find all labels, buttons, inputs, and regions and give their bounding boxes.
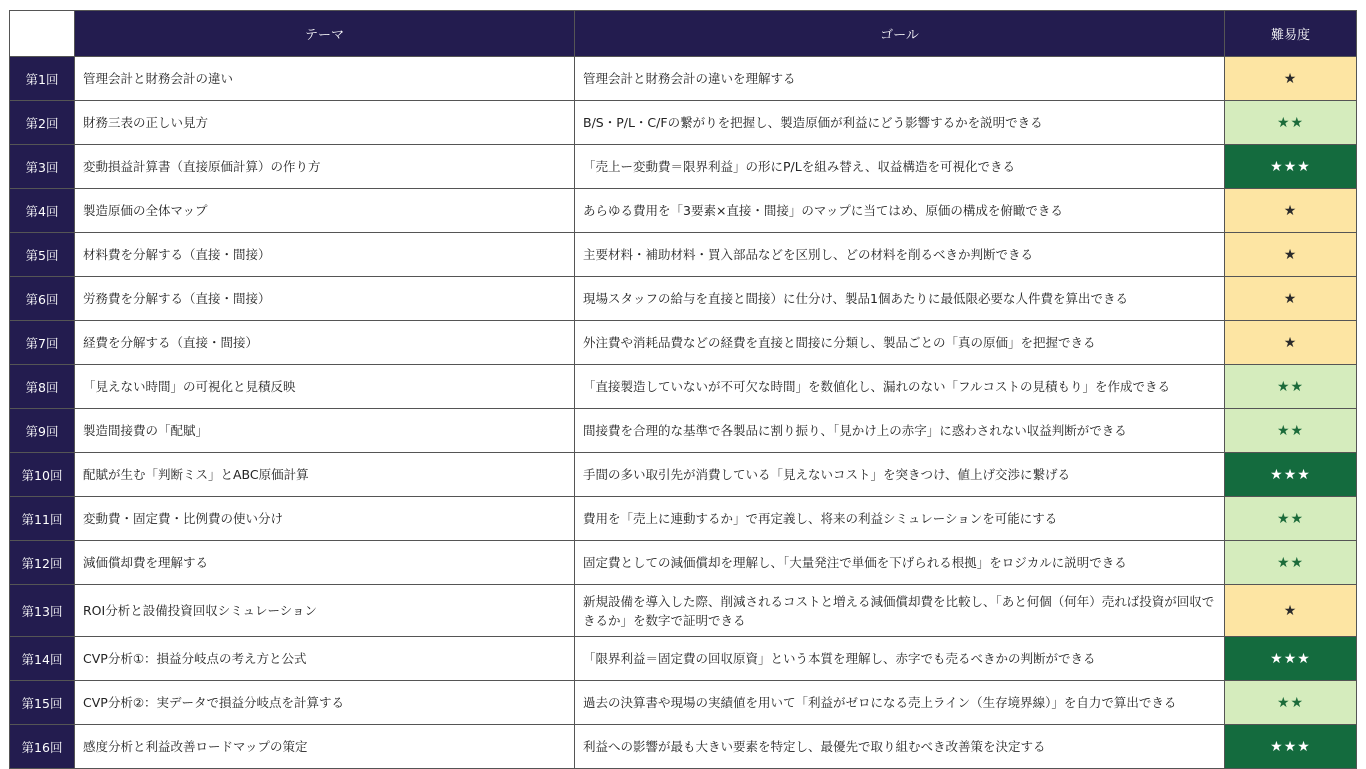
difficulty-stars: ★★ [1225, 101, 1357, 145]
difficulty-stars: ★★★ [1225, 145, 1357, 189]
difficulty-stars: ★ [1225, 233, 1357, 277]
theme-cell: 管理会計と財務会計の違い [75, 57, 575, 101]
goal-cell: B/S・P/L・C/Fの繋がりを把握し、製造原価が利益にどう影響するかを説明できる [575, 101, 1225, 145]
session-number: 第1回 [10, 57, 75, 101]
goal-cell: 「直接製造していないが不可欠な時間」を数値化し、漏れのない「フルコストの見積もり」を作成できる [575, 365, 1225, 409]
session-number: 第10回 [10, 453, 75, 497]
header-goal: ゴール [575, 11, 1225, 57]
header-theme: テーマ [75, 11, 575, 57]
goal-cell: 「売上ー変動費＝限界利益」の形にP/Lを組み替え、収益構造を可視化できる [575, 145, 1225, 189]
session-number: 第15回 [10, 681, 75, 725]
goal-cell: あらゆる費用を「3要素×直接・間接」のマップに当てはめ、原価の構成を俯瞰できる [575, 189, 1225, 233]
theme-cell: 製造原価の全体マップ [75, 189, 575, 233]
session-number: 第5回 [10, 233, 75, 277]
table-row [10, 453, 1357, 497]
session-number: 第13回 [10, 585, 75, 637]
session-number: 第9回 [10, 409, 75, 453]
difficulty-stars: ★ [1225, 189, 1357, 233]
table-row [10, 637, 1357, 681]
goal-cell: 手間の多い取引先が消費している「見えないコスト」を突きつけ、値上げ交渉に繋げる [575, 453, 1225, 497]
table-row [10, 725, 1357, 769]
session-number: 第11回 [10, 497, 75, 541]
session-number: 第12回 [10, 541, 75, 585]
difficulty-stars: ★ [1225, 57, 1357, 101]
table-body [10, 57, 1357, 769]
difficulty-stars: ★★ [1225, 541, 1357, 585]
goal-cell: 間接費を合理的な基準で各製品に割り振り、「見かけ上の赤字」に惑わされない収益判断ができる [575, 409, 1225, 453]
goal-cell: 主要材料・補助材料・買入部品などを区別し、どの材料を削るべきか判断できる [575, 233, 1225, 277]
theme-cell: 変動損益計算書（直接原価計算）の作り方 [75, 145, 575, 189]
difficulty-stars: ★★ [1225, 681, 1357, 725]
difficulty-stars: ★★★ [1225, 453, 1357, 497]
curriculum-table [9, 10, 1357, 769]
table-row [10, 57, 1357, 101]
session-number: 第16回 [10, 725, 75, 769]
table-row [10, 365, 1357, 409]
table-row [10, 145, 1357, 189]
theme-cell: 「見えない時間」の可視化と見積反映 [75, 365, 575, 409]
session-number: 第2回 [10, 101, 75, 145]
table-row [10, 541, 1357, 585]
goal-cell: 過去の決算書や現場の実績値を用いて「利益がゼロになる売上ライン（生存境界線）」を自力で算出できる [575, 681, 1225, 725]
goal-cell: 利益への影響が最も大きい要素を特定し、最優先で取り組むべき改善策を決定する [575, 725, 1225, 769]
table-row [10, 189, 1357, 233]
difficulty-stars: ★★★ [1225, 725, 1357, 769]
theme-cell: 変動費・固定費・比例費の使い分け [75, 497, 575, 541]
theme-cell: 財務三表の正しい見方 [75, 101, 575, 145]
difficulty-stars: ★ [1225, 321, 1357, 365]
theme-cell: 労務費を分解する（直接・間接） [75, 277, 575, 321]
session-number: 第8回 [10, 365, 75, 409]
theme-cell: 減価償却費を理解する [75, 541, 575, 585]
goal-cell: 現場スタッフの給与を直接と間接）に仕分け、製品1個あたりに最低限必要な人件費を算出できる [575, 277, 1225, 321]
table-row [10, 277, 1357, 321]
session-number: 第14回 [10, 637, 75, 681]
goal-cell: 費用を「売上に連動するか」で再定義し、将来の利益シミュレーションを可能にする [575, 497, 1225, 541]
theme-cell: CVP分析②：実データで損益分岐点を計算する [75, 681, 575, 725]
theme-cell: 経費を分解する（直接・間接） [75, 321, 575, 365]
theme-cell: 感度分析と利益改善ロードマップの策定 [75, 725, 575, 769]
session-number: 第4回 [10, 189, 75, 233]
session-number: 第3回 [10, 145, 75, 189]
session-number: 第6回 [10, 277, 75, 321]
difficulty-stars: ★ [1225, 585, 1357, 637]
difficulty-stars: ★★ [1225, 409, 1357, 453]
goal-cell: 管理会計と財務会計の違いを理解する [575, 57, 1225, 101]
difficulty-stars: ★★ [1225, 497, 1357, 541]
theme-cell: 製造間接費の「配賦」 [75, 409, 575, 453]
goal-cell: 新規設備を導入した際、削減されるコストと増える減価償却費を比較し、「あと何個（何年）売れば投資が回収できるか」を数字で証明できる [575, 585, 1225, 637]
theme-cell: 配賦が生む「判断ミス」とABC原価計算 [75, 453, 575, 497]
difficulty-stars: ★★★ [1225, 637, 1357, 681]
session-number: 第7回 [10, 321, 75, 365]
theme-cell: CVP分析①：損益分岐点の考え方と公式 [75, 637, 575, 681]
goal-cell: 外注費や消耗品費などの経費を直接と間接に分類し、製品ごとの「真の原価」を把握できる [575, 321, 1225, 365]
goal-cell: 「限界利益＝固定費の回収原資」という本質を理解し、赤字でも売るべきかの判断ができる [575, 637, 1225, 681]
goal-cell: 固定費としての減価償却を理解し、「大量発注で単価を下げられる根拠」をロジカルに説明できる [575, 541, 1225, 585]
difficulty-stars: ★ [1225, 277, 1357, 321]
table-row [10, 497, 1357, 541]
table-row [10, 409, 1357, 453]
difficulty-stars: ★★ [1225, 365, 1357, 409]
table-header-row [10, 11, 1357, 57]
table-row [10, 585, 1357, 637]
theme-cell: 材料費を分解する（直接・間接） [75, 233, 575, 277]
table-row [10, 233, 1357, 277]
table-row [10, 101, 1357, 145]
theme-cell: ROI分析と設備投資回収シミュレーション [75, 585, 575, 637]
table-row [10, 321, 1357, 365]
header-difficulty: 難易度 [1225, 11, 1357, 57]
header-corner-cell [10, 11, 75, 57]
table-row [10, 681, 1357, 725]
